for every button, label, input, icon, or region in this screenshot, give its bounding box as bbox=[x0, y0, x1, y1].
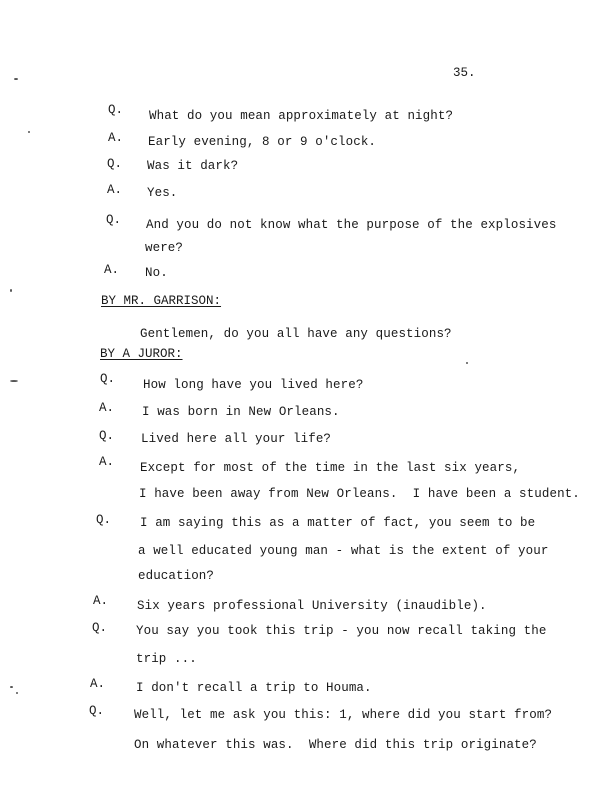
speaker-label: Q. bbox=[107, 157, 123, 171]
scan-speck bbox=[28, 131, 30, 133]
transcript-line: education? bbox=[138, 569, 215, 583]
speaker-label: A. bbox=[93, 594, 109, 608]
transcript-line: were? bbox=[145, 241, 184, 255]
speaker-label: Q. bbox=[89, 704, 105, 718]
transcript-line: What do you mean approximately at night? bbox=[149, 109, 454, 123]
speaker-label: A. bbox=[104, 263, 120, 277]
speaker-label: Q. bbox=[100, 372, 116, 386]
speaker-label: A. bbox=[107, 183, 123, 197]
speaker-label: A. bbox=[108, 131, 124, 145]
scan-speck bbox=[10, 686, 13, 688]
examiner-heading: BY MR. GARRISON: bbox=[101, 294, 222, 308]
scan-speck bbox=[14, 78, 18, 80]
scan-speck bbox=[466, 362, 468, 364]
transcript-line: Was it dark? bbox=[147, 159, 239, 173]
transcript-line: I was born in New Orleans. bbox=[142, 405, 340, 419]
speaker-label: A. bbox=[99, 455, 115, 469]
speaker-label: Q. bbox=[96, 513, 112, 527]
page-number: 35. bbox=[453, 66, 476, 80]
transcript-line: I have been away from New Orleans. I have been a student. bbox=[139, 487, 580, 501]
speaker-label: Q. bbox=[108, 103, 124, 117]
transcript-line: On whatever this was. Where did this trip originate? bbox=[134, 738, 537, 752]
scan-speck bbox=[10, 380, 18, 382]
speaker-label: A. bbox=[90, 677, 106, 691]
transcript-line: I don't recall a trip to Houma. bbox=[136, 681, 372, 695]
examiner-heading: BY A JUROR: bbox=[100, 347, 183, 361]
speaker-label: Q. bbox=[99, 429, 115, 443]
speaker-label: A. bbox=[99, 401, 115, 415]
transcript-line: Six years professional University (inaudible). bbox=[137, 599, 487, 613]
transcript-line: No. bbox=[145, 266, 168, 280]
transcript-line: You say you took this trip - you now recall taking the bbox=[136, 624, 547, 638]
scan-speck bbox=[16, 692, 18, 694]
transcript-line: Lived here all your life? bbox=[141, 432, 332, 446]
transcript-line: Except for most of the time in the last six years, bbox=[140, 461, 521, 475]
speaker-label: Q. bbox=[106, 213, 122, 227]
speaker-label: Q. bbox=[92, 621, 108, 635]
transcript-line: Early evening, 8 or 9 o'clock. bbox=[148, 135, 377, 149]
transcript-line: I am saying this as a matter of fact, you seem to be bbox=[140, 516, 536, 530]
transcript-line: a well educated young man - what is the extent of your bbox=[138, 544, 549, 558]
transcript-line: How long have you lived here? bbox=[143, 378, 364, 392]
transcript-line: Gentlemen, do you all have any questions? bbox=[140, 327, 452, 341]
transcript-line: Well, let me ask you this: 1, where did you start from? bbox=[134, 708, 553, 722]
transcript-line: Yes. bbox=[147, 186, 178, 200]
transcript-line: And you do not know what the purpose of the explosives bbox=[146, 218, 557, 232]
transcript-line: trip ... bbox=[136, 652, 197, 666]
scan-speck bbox=[10, 289, 12, 292]
